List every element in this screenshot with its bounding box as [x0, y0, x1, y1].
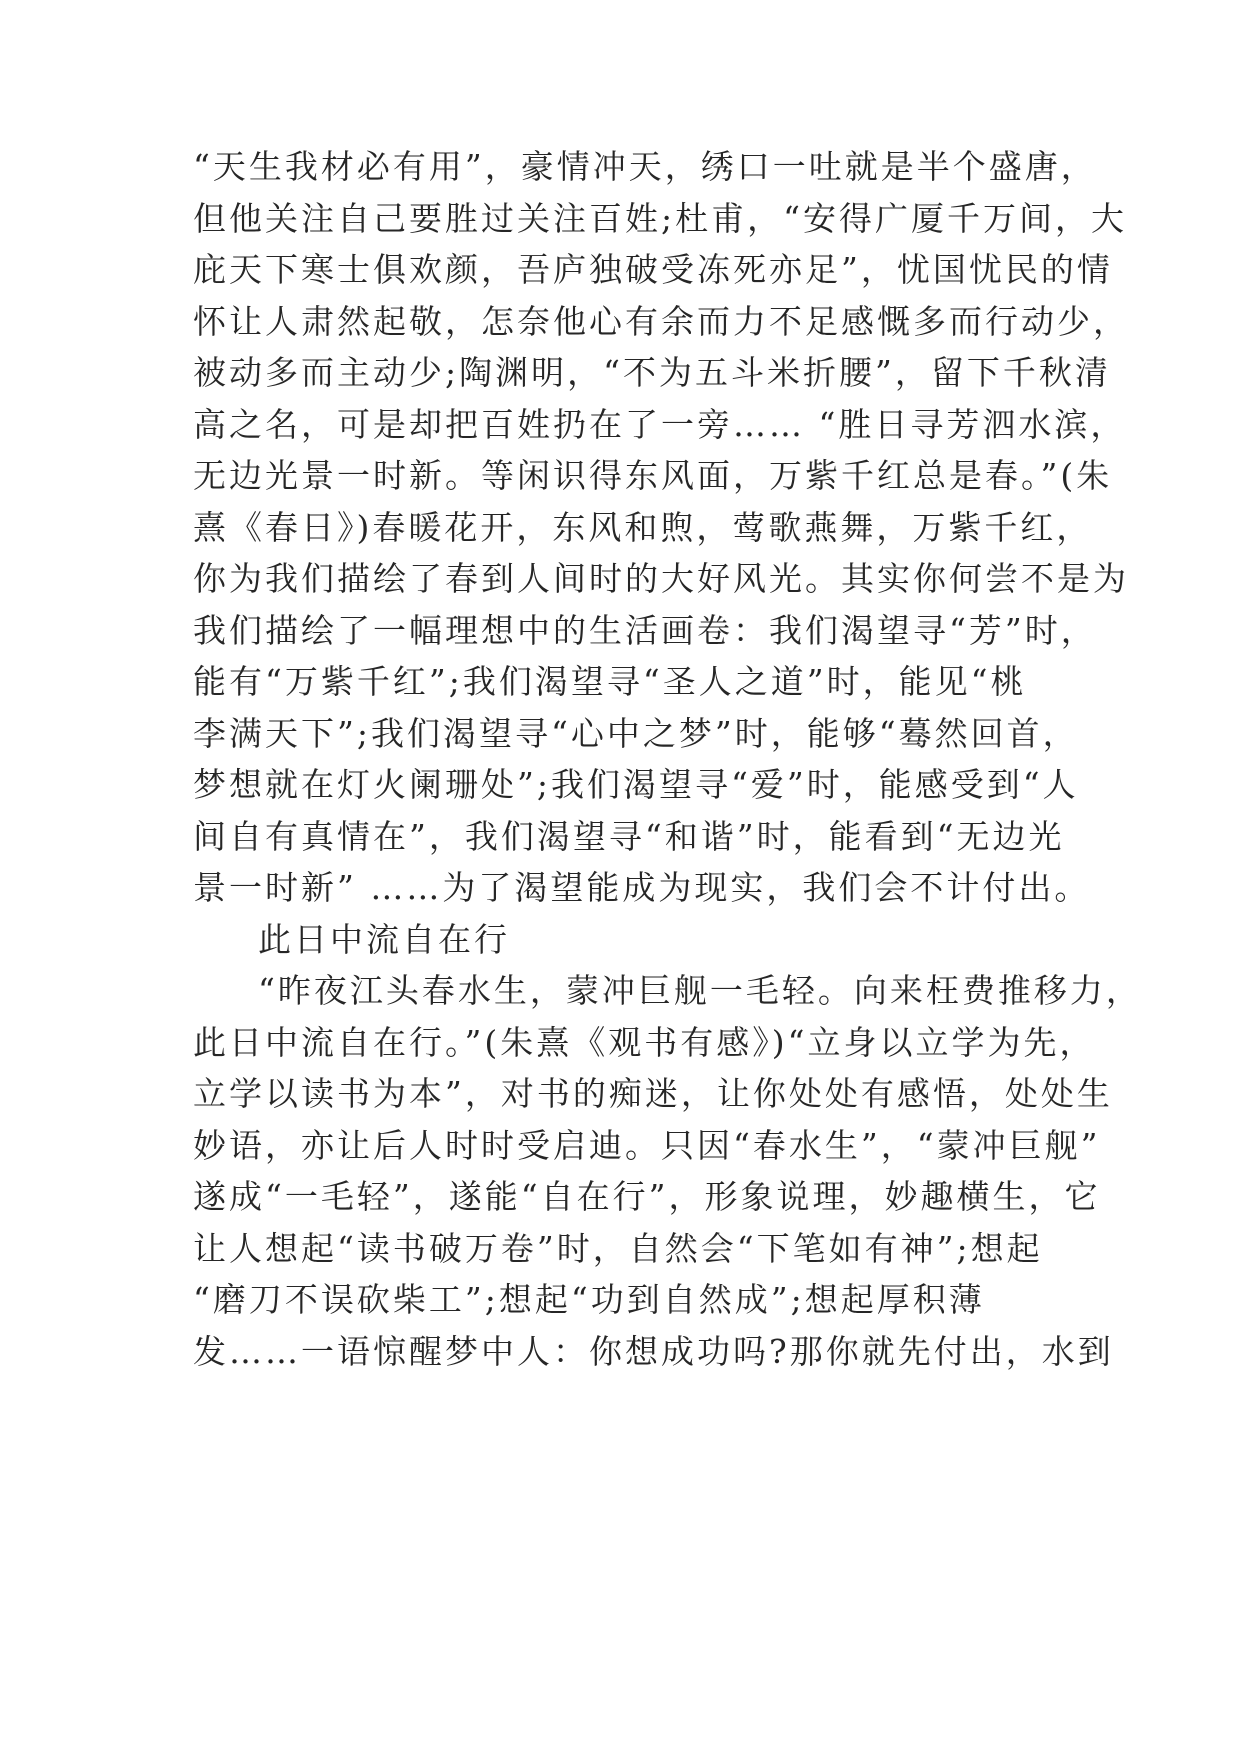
text-line: 被动多而主动少;陶渊明，“不为五斗米折腰”，留下千秋清: [193, 353, 1111, 392]
text-line: “天生我材必有用”，豪情冲天，绣口一吐就是半个盛唐，: [193, 147, 1097, 186]
text-line: 妙语，亦让后人时时受启迪。只因“春水生”，“蒙冲巨舰”: [193, 1126, 1101, 1165]
text-line: 遂成“一毛轻”，遂能“自在行”，形象说理，妙趣横生，它: [193, 1177, 1101, 1216]
text-line: 梦想就在灯火阑珊处”;我们渴望寻“爱”时，能感受到“人: [193, 765, 1079, 804]
text-line: 你为我们描绘了春到人间时的大好风光。其实你何尝不是为: [193, 559, 1129, 598]
text-line: 景一时新” ……为了渴望能成为现实，我们会不计付出。: [193, 868, 1091, 907]
text-line: 发……一语惊醒梦中人：你想成功吗?那你就先付出，水到: [193, 1332, 1114, 1371]
text-line: 无边光景一时新。等闲识得东风面，万紫千红总是春。”(朱: [193, 456, 1113, 495]
text-line: 立学以读书为本”，对书的痴迷，让你处处有感悟，处处生: [193, 1074, 1113, 1113]
section-heading: 此日中流自在行: [258, 920, 510, 959]
text-line: “磨刀不误砍柴工”;想起“功到自然成”;想起厚积薄: [193, 1280, 985, 1319]
text-line: 李满天下”;我们渴望寻“心中之梦”时，能够“蓦然回首，: [193, 714, 1079, 753]
text-line: 让人想起“读书破万卷”时，自然会“下笔如有神”;想起: [193, 1229, 1043, 1268]
text-line: 高之名，可是却把百姓扔在了一旁…… “胜日寻芳泗水滨，: [193, 405, 1127, 444]
text-line: 此日中流自在行。”(朱熹《观书有感》)“立身以立学为先，: [193, 1023, 1096, 1062]
text-line: 怀让人肃然起敬，怎奈他心有余而力不足感慨多而行动少，: [193, 302, 1129, 341]
text-line: 能有“万紫千红”;我们渴望寻“圣人之道”时，能见“桃: [193, 662, 1027, 701]
text-line: 但他关注自己要胜过关注百姓;杜甫，“安得广厦千万间，大: [193, 199, 1127, 238]
text-line: 我们描绘了一幅理想中的生活画卷：我们渴望寻“芳”时，: [193, 611, 1097, 650]
text-line: “昨夜江头春水生，蒙冲巨舰一毛轻。向来枉费推移力，: [258, 971, 1142, 1010]
text-line: 庇天下寒士俱欢颜，吾庐独破受冻死亦足”，忧国忧民的情: [193, 250, 1113, 289]
text-line: 间自有真情在”，我们渴望寻“和谐”时，能看到“无边光: [193, 817, 1065, 856]
text-line: 熹《春日》)春暖花开，东风和煦，莺歌燕舞，万紫千红，: [193, 508, 1093, 547]
